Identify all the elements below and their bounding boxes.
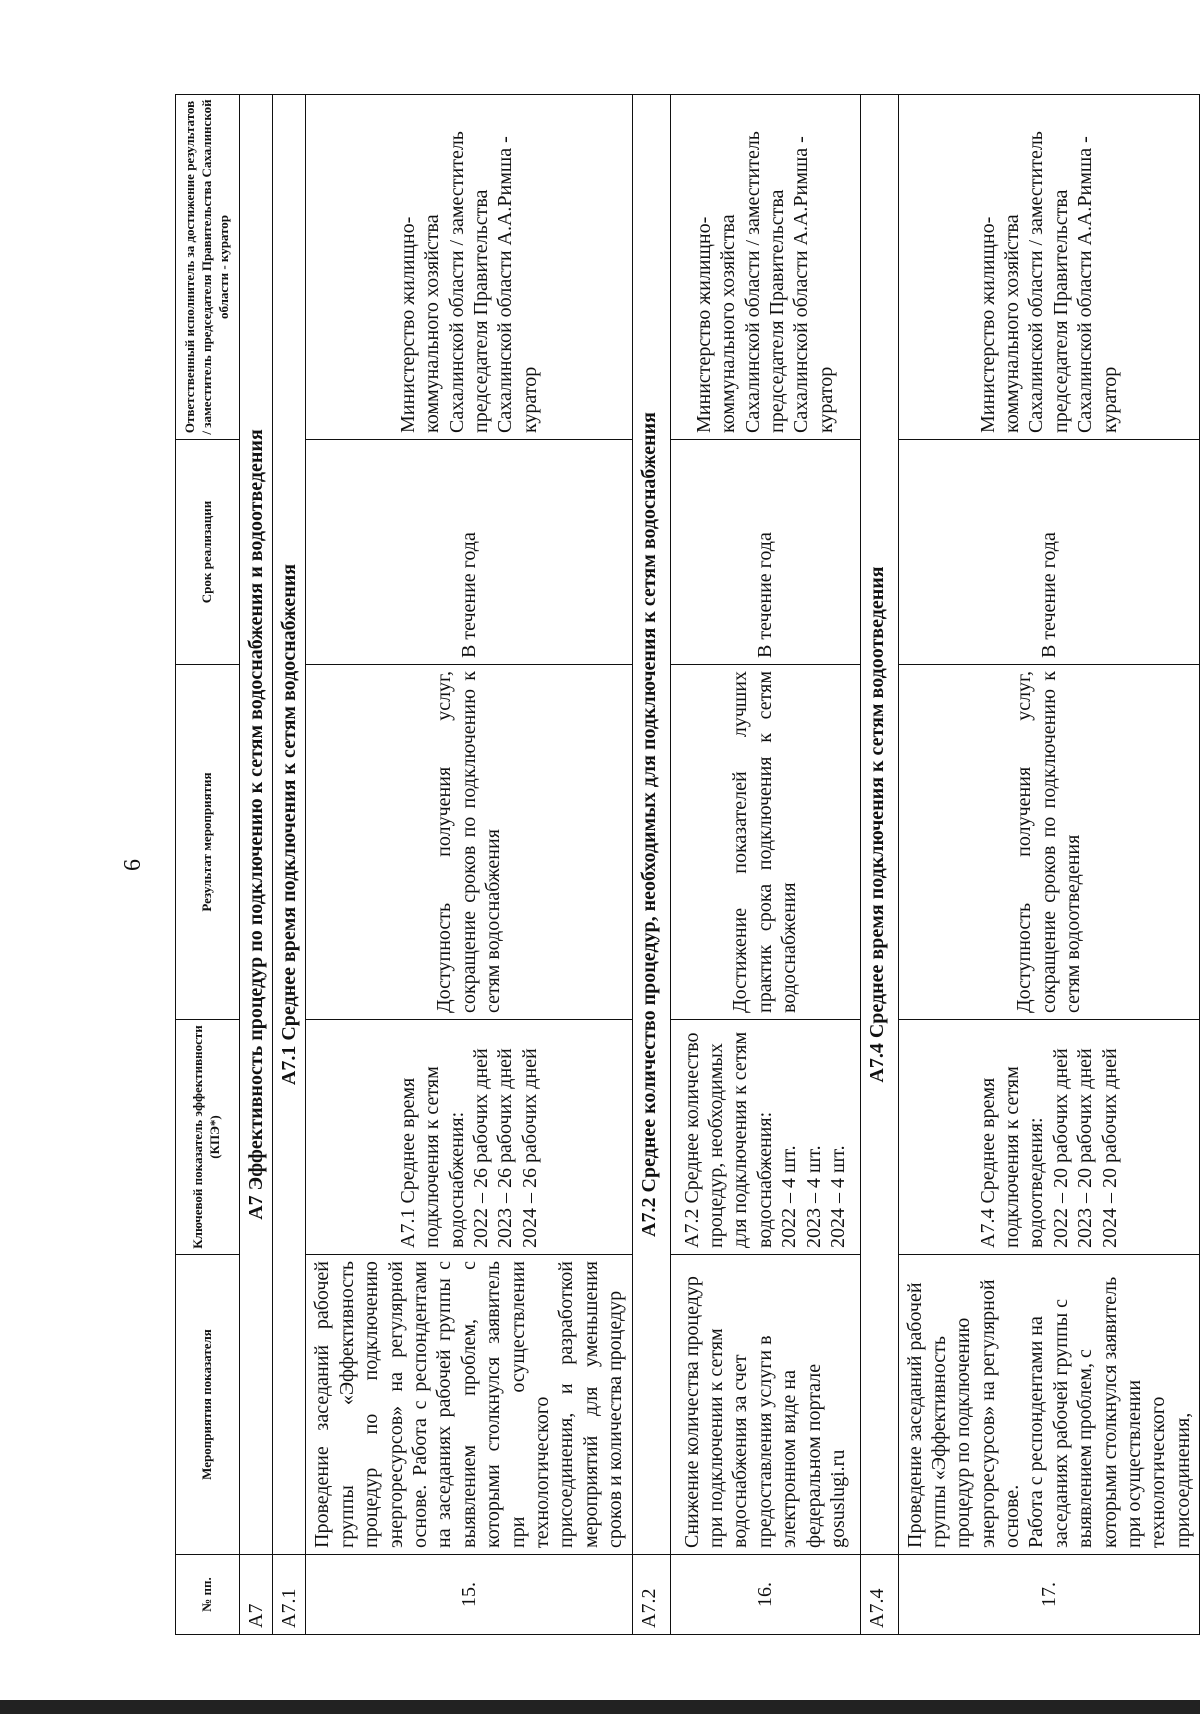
measures-table bbox=[175, 94, 1200, 1635]
section-row bbox=[632, 95, 670, 1635]
header-num: № пп. bbox=[176, 1555, 240, 1635]
section-title: А7.4 Среднее время подключения к сетям водоотведения bbox=[860, 95, 898, 1555]
section-code: А7.2 bbox=[632, 1555, 670, 1635]
kpi-cell: А7.1 Среднее время подключения к сетям водоснабжения: 2022 – 26 рабочих дней 2023 – 26 рабочих дней 2024 – 26 рабочих дней bbox=[306, 1020, 632, 1255]
responsible-cell: Министерство жилищно-коммунального хозяйства Сахалинской области / заместитель председателя Правительства Сахалинской области А.А.Римша - куратор bbox=[670, 95, 860, 440]
result-cell: Доступность получения услуг, сокращение сроков по подключению к сетям водоснабжения bbox=[306, 665, 632, 1020]
section-code: А7.1 bbox=[273, 1555, 306, 1635]
header-measure: Мероприятия показателя bbox=[176, 1255, 240, 1555]
section-row bbox=[860, 95, 898, 1635]
term-cell: В течение года bbox=[898, 440, 1200, 665]
header-term: Срок реализации bbox=[176, 440, 240, 665]
row-number: 15. bbox=[306, 1555, 632, 1635]
page-number: 6 bbox=[120, 859, 146, 871]
header-row bbox=[176, 95, 240, 1635]
kpi-cell: А7.4 Среднее время подключения к сетям водоотведения: 2022 – 20 рабочих дней 2023 – 20 рабочих дней 2024 – 20 рабочих дней bbox=[898, 1020, 1200, 1255]
responsible-cell: Министерство жилищно-коммунального хозяйства Сахалинской области / заместитель председателя Правительства Сахалинской области А.А.Римша - куратор bbox=[898, 95, 1200, 440]
kpi-cell: А7.2 Среднее количество процедур, необходимых для подключения к сетям водоснабжения: 2022 – 4 шт. 2023 – 4 шт. 2024 – 4 шт. bbox=[670, 1020, 860, 1255]
term-cell: В течение года bbox=[306, 440, 632, 665]
section-row bbox=[273, 95, 306, 1635]
section-title: А7 Эффективность процедур по подключению к сетям водоснабжения и водоотведения bbox=[239, 95, 272, 1555]
result-cell: Достижение показателей лучших практик срока подключения к сетям водоснабжения bbox=[670, 665, 860, 1020]
section-code: А7.4 bbox=[860, 1555, 898, 1635]
header-kpi: Ключевой показатель эффективности (КПЭ*) bbox=[176, 1020, 240, 1255]
scan-edge bbox=[0, 1700, 1200, 1714]
header-result: Результат мероприятия bbox=[176, 665, 240, 1020]
row-number: 17. bbox=[898, 1555, 1200, 1635]
rotated-page bbox=[120, 95, 1194, 1635]
section-title: А7.1 Среднее время подключения к сетям водоснабжения bbox=[273, 95, 306, 1555]
row-number: 16. bbox=[670, 1555, 860, 1635]
measure-cell: Проведение заседаний рабочей группы «Эффективность процедур по подключению энергоресурсов» на регулярной основе. Работа с респондентами на заседаниях рабочей группы с выявлением проблем, с которыми столкнулся заявитель при осуществлении технологического присоединения, bbox=[898, 1255, 1200, 1555]
measure-cell: Снижение количества процедур при подключении к сетям водоснабжения за счет предоставления услуги в электронном виде на федеральном портале gosuslugi.ru bbox=[670, 1255, 860, 1555]
measure-cell: Проведение заседаний рабочей группы «Эффективность процедур по подключению энергоресурсов» на регулярной основе. Работа с респондентами на заседаниях рабочей группы с выявлением проблем, с которыми столкнулся заявитель при осуществлении технологического присоединения, и разработкой мероприятий для уменьшения сроков и количества процедур bbox=[306, 1255, 632, 1555]
section-row bbox=[239, 95, 272, 1635]
table-row bbox=[306, 95, 632, 1635]
result-cell: Доступность получения услуг, сокращение сроков по подключению к сетям водоотведения bbox=[898, 665, 1200, 1020]
term-cell: В течение года bbox=[670, 440, 860, 665]
header-responsible: Ответственный исполнитель за достижение результатов / заместитель председателя Правительства Сахалинской области - куратор bbox=[176, 95, 240, 440]
section-title: А7.2 Среднее количество процедур, необходимых для подключения к сетям водоснабжения bbox=[632, 95, 670, 1555]
section-code: А7 bbox=[239, 1555, 272, 1635]
responsible-cell: Министерство жилищно-коммунального хозяйства Сахалинской области / заместитель председателя Правительства Сахалинской области А.А.Римша - куратор bbox=[306, 95, 632, 440]
table-row bbox=[898, 95, 1200, 1635]
table-row bbox=[670, 95, 860, 1635]
